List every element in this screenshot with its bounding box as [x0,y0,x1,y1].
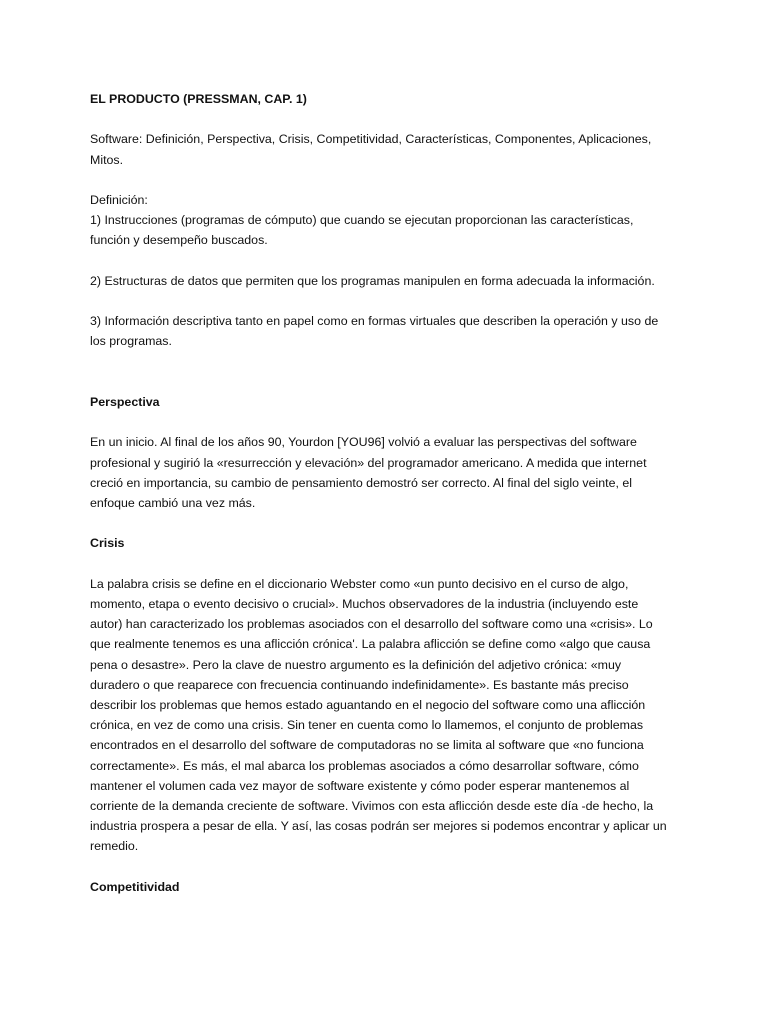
definition-item-3-line: 3) Información descriptiva tanto en papel como en formas virtuales que describen la operación y uso de [90,314,659,329]
competitiveness-heading: Competitividad [90,879,180,894]
crisis-line: pena o desastre». Pero la clave de nuestro argumento es la definición del adjetivo crónica: «muy [90,657,622,672]
definition-item-3-line: los programas. [90,334,172,349]
crisis-line: industria prospera a pesar de ella. Y así, las cosas podrán ser mejores si podemos encontrar y aplicar un [90,819,667,834]
definition-heading: Definición: [90,192,148,207]
document-title: EL PRODUCTO (PRESSMAN, CAP. 1) [90,92,307,106]
crisis-line: crónica, en vez de como una crisis. Sin tener en cuenta como lo llamemos, el conjunto de problemas [90,718,644,733]
crisis-line: corriente de la demanda creciente de software. Vivimos con esta aflicción desde este día -de hecho, la [90,798,654,813]
crisis-line: correctamente». Es más, el mal abarca los problemas asociados a cómo desarrollar software, cómo [90,758,639,773]
crisis-line: momento, etapa o evento decisivo o crucial». Muchos observadores de la industria (incluyendo este [90,596,639,611]
crisis-line: La palabra crisis se define en el diccionario Webster como «un punto decisivo en el curso de algo, [90,576,629,591]
definition-item-2-line: 2) Estructuras de datos que permiten que los programas manipulen en forma adecuada la información. [90,273,655,288]
topics-line: Software: Definición, Perspectiva, Crisis, Competitividad, Características, Componentes, Aplicaciones, [90,132,652,147]
perspective-heading: Perspectiva [90,394,160,409]
crisis-line: mantener el volumen cada vez mayor de software existente y cómo poder esperar mantenemos al [90,778,630,793]
crisis-line: remedio. [90,839,139,854]
topics-line: Mitos. [90,152,124,167]
crisis-line: autor) han caracterizado los problemas asociados con el desarrollo del software como una «crisis». Lo [90,617,653,632]
perspective-line: En un inicio. Al final de los años 90, Yourdon [YOU96] volvió a evaluar las perspectivas del software [90,435,637,450]
definition-item-1-line: función y desempeño buscados. [90,233,268,248]
perspective-line: creció en importancia, su cambio de pensamiento demostró ser correcto. Al final del siglo veinte, el [90,475,633,490]
crisis-line: describir los problemas que hemos estado aguantando en el negocio del software como una aflicción [90,697,646,712]
perspective-line: enfoque cambió una vez más. [90,495,256,510]
document-body [90,89,680,897]
crisis-line: duradero o que reaparece con frecuencia continuando indefinidamente». Es bastante más preciso [90,677,629,692]
crisis-line: encontrados en el desarrollo del software de computadoras no se limita al software que «no funciona [90,738,644,753]
definition-item-1-line: 1) Instrucciones (programas de cómputo) que cuando se ejecutan proporcionan las características, [90,213,634,228]
crisis-line: que realmente tenemos es una aflicción crónica'. La palabra aflicción se define como «algo que causa [90,637,651,652]
crisis-heading: Crisis [90,536,125,551]
perspective-line: profesional y sugirió la «resurrección y elevación» del programador americano. A medida que internet [90,455,647,470]
